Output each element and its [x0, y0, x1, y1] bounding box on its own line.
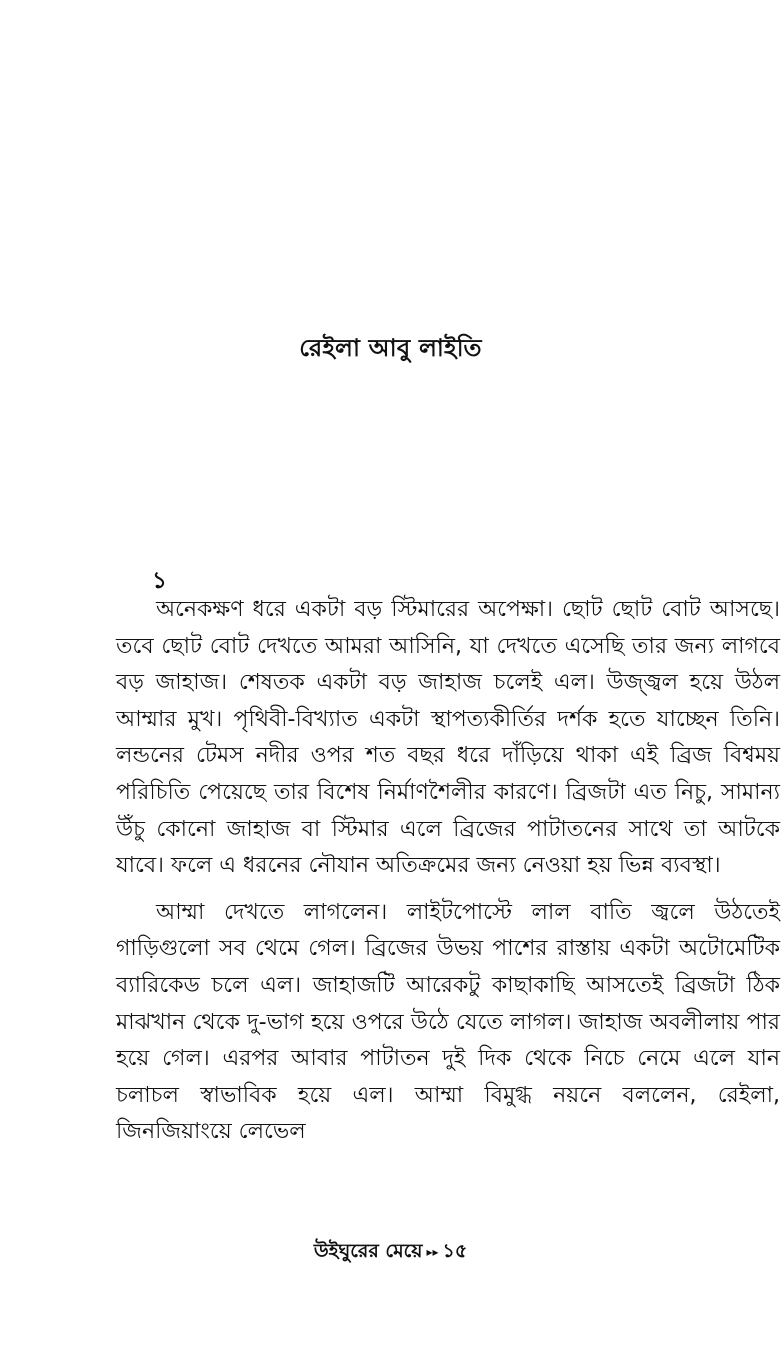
- footer-separator: ▸▸: [426, 1244, 439, 1259]
- body-text: [116, 592, 780, 1151]
- page-footer: [0, 1237, 781, 1269]
- section-number: ১: [152, 568, 167, 594]
- chapter-title: রেইলা আবু লাইতি: [299, 334, 482, 362]
- paragraph: অনেকক্ষণ ধরে একটা বড় স্টিমারের অপেক্ষা। ছোট ছোট বোট আসছে। তবে ছোট বোট দেখতে আমরা আসিনি, যা দেখতে এসেছি তার জন্য লাগবে বড় জাহাজ। শেষতক একটা বড় জাহাজ চলেই এল। উজ্জ্বল হয়ে উঠল আম্মার মুখ। পৃথিবী-বিখ্যাত একটা স্থাপত্যকীর্তির দর্শক হতে যাচ্ছেন তিনি। লন্ডনের টেমস নদীর ওপর শত বছর ধরে দাঁড়িয়ে থাকা এই ব্রিজ বিশ্বময় পরিচিতি পেয়েছে তার বিশেষ নির্মাণশৈলীর কারণে। ব্রিজটা এত নিচু, সামান্য উঁচু কোনো জাহাজ বা স্টিমার এলে ব্রিজের পাটাতনের সাথে তা আটকে যাবে। ফলে এ ধরনের নৌযান অতিক্রমের জন্য নেওয়া হয় ভিন্ন ব্যবস্থা।: [116, 597, 780, 879]
- running-title: উইঘুরের মেয়ে: [313, 1240, 423, 1262]
- paragraph: আম্মা দেখতে লাগলেন। লাইটপোস্টে লাল বাতি জ্বলে উঠতেই গাড়িগুলো সব থেমে গেল। ব্রিজের উভয় পাশের রাস্তায় একটা অটোমেটিক ব্যারিকেড চলে এল। জাহাজটি আরেকটু কাছাকাছি আসতেই ব্রিজটা ঠিক মাঝখান থেকে দু-ভাগ হয়ে ওপরে উঠে যেতে লাগল। জাহাজ অবলীলায় পার হয়ে গেল। এরপর আবার পাটাতন দুই দিক থেকে নিচে নেমে এলে যান চলাচল স্বাভাবিক হয়ে এল। আম্মা বিমুগ্ধ নয়নে বললেন, রেইলা, জিনজিয়াংয়ে লেভেল: [116, 899, 780, 1145]
- page-number: ১৫: [442, 1240, 468, 1262]
